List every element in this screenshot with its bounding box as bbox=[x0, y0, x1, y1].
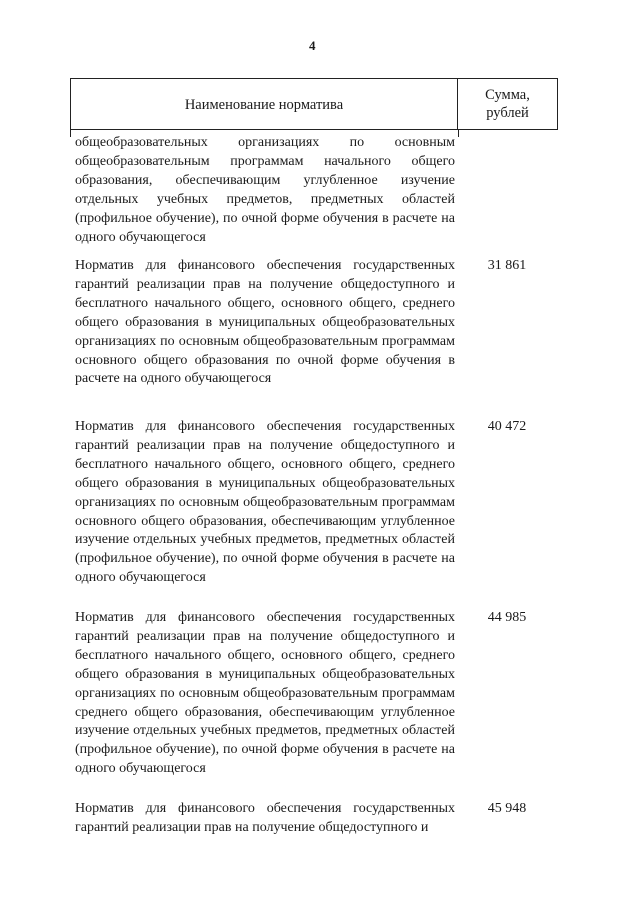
normative-sum: 45 948 bbox=[487, 801, 527, 816]
normative-sum: 44 985 bbox=[487, 610, 527, 625]
table-header bbox=[70, 78, 558, 130]
normative-text: Норматив для финансового обеспечения государственных гарантий реализации прав на получение общедоступного и бесплатного начального общего, основного общего, среднего общего образования в муниципальных общеобразовательных организациях по основным общеобразовательным программам основного общего образования, обеспечивающим углубленное изучение отдельных учебных предметов, предметных областей (профильное обучение), по очной форме обучения в расчете на одного обучающегося bbox=[75, 419, 455, 586]
column-header-sum-label: Сумма, рублей bbox=[485, 87, 530, 121]
page-number: 4 bbox=[309, 38, 316, 53]
normative-text: общеобразовательных организациях по основным общеобразовательным программам начального общего образования, обеспечивающим углубленное изучение отдельных учебных предметов, предметных областей (профильное обучение), по очной форме обучения в расчете на одного обучающегося bbox=[75, 135, 455, 245]
column-header-sum bbox=[458, 79, 557, 129]
normative-text: Норматив для финансового обеспечения государственных гарантий реализации прав на получение общедоступного и бесплатного начального общего, основного общего, среднего общего образования в муниципальных общеобразовательных организациях по основным общеобразовательным программам основного общего образования по очной форме обучения в расчете на одного обучающегося bbox=[75, 258, 455, 387]
table-column-divider bbox=[458, 129, 459, 137]
column-header-name: Наименование норматива bbox=[71, 79, 458, 129]
normative-text: Норматив для финансового обеспечения государственных гарантий реализации прав на получение общедоступного и бесплатного начального общего, основного общего, среднего общего образования в муниципальных общеобразовательных организациях по основным общеобразовательным программам среднего общего образования, обеспечивающим углубленное изучение отдельных учебных предметов, предметных областей (профильное обучение), по очной форме обучения в расчете на одного обучающегося bbox=[75, 610, 455, 777]
table-left-border bbox=[70, 129, 71, 137]
normative-sum: 40 472 bbox=[487, 419, 527, 434]
normative-text: Норматив для финансового обеспечения государственных гарантий реализации прав на получение общедоступного и bbox=[75, 801, 455, 835]
normative-sum: 31 861 bbox=[487, 258, 527, 273]
